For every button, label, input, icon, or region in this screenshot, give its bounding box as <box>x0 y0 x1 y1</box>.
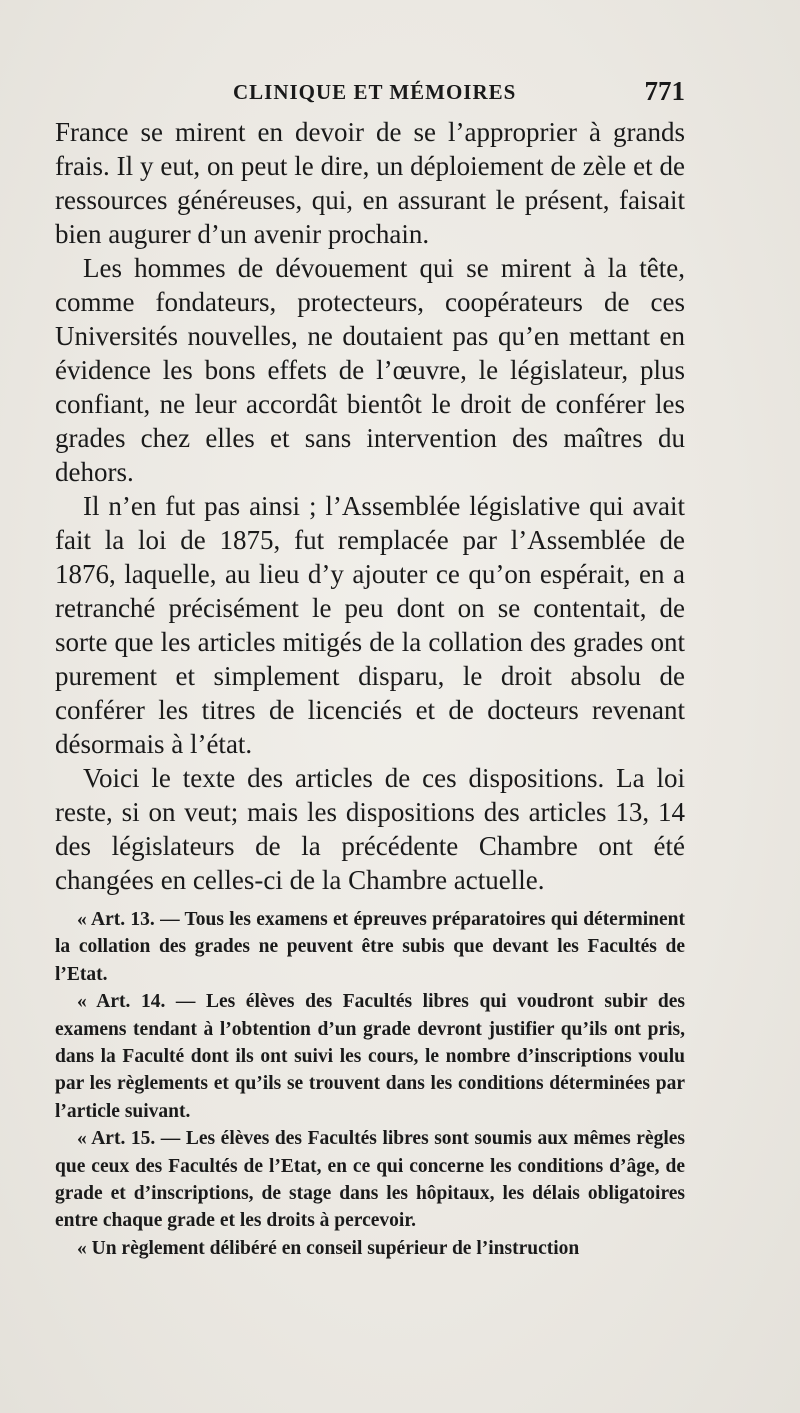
paragraph-continuation: France se mirent en devoir de se l’approprier à grands frais. Il y eut, on peut le dire, un déploiement de zèle et de ressources généreuses, qui, en assurant le présent, faisait bien augurer d’un avenir prochain. <box>55 117 685 249</box>
paragraph-voici-le-texte: Voici le texte des articles de ces dispositions. La loi reste, si on veut; mais les dispositions des articles 13, 14 des législateurs de la précédente Chambre ont été changées en celles-ci de la Chambre actuelle. <box>55 763 685 895</box>
paragraph-devouement: Les hommes de dévouement qui se mirent à la tête, comme fondateurs, protecteurs, coopérateurs de ces Universités nouvelles, ne doutaient pas qu’en mettant en évidence les bons effets de l’œuvre, le législateur, plus confiant, ne leur accordât bientôt le droit de conférer les grades chez elles et sans intervention des maîtres du dehors. <box>55 253 685 487</box>
quote-reglement: « Un règlement délibéré en conseil supérieur de l’instruction <box>77 1237 580 1259</box>
page-header <box>55 76 685 108</box>
running-head: CLINIQUE ET MÉMOIRES <box>233 80 517 104</box>
paragraph-assemblee: Il n’en fut pas ainsi ; l’Assemblée législative qui avait fait la loi de 1875, fut remplacée par l’Assemblée de 1876, laquelle, au lieu d’y ajouter ce qu’on espérait, en a retranché précisément le peu dont on se contentait, de sorte que les articles mitigés de la collation des grades ont purement et simplement disparu, le droit absolu de conférer les titres de licenciés et de docteurs revenant désormais à l’état. <box>55 491 685 759</box>
quoted-articles <box>55 906 685 1262</box>
quote-article-15: « Art. 15. — Les élèves des Facultés libres sont soumis aux mêmes règles que ceux des Facultés de l’Etat, en ce qui concerne les conditions d’âge, de grade et d’inscriptions, de stage dans les hôpitaux, les délais obligatoires entre chaque grade et les droits à percevoir. <box>55 1128 685 1232</box>
page-body <box>55 115 685 1262</box>
quote-article-14: « Art. 14. — Les élèves des Facultés libres qui voudront subir des examens tendant à l’obtention d’un grade devront justifier qu’ils ont pris, dans la Faculté dont ils ont suivi les cours, le nombre d’inscriptions voulu par les règlements et qu’ils se trouvent dans les conditions déterminées par l’article suivant. <box>55 991 685 1122</box>
page-number: 771 <box>644 76 685 106</box>
quote-article-13: « Art. 13. — Tous les examens et épreuves préparatoires qui déterminent la collation des grades ne peuvent être subis que devant les Facultés de l’Etat. <box>55 909 685 985</box>
